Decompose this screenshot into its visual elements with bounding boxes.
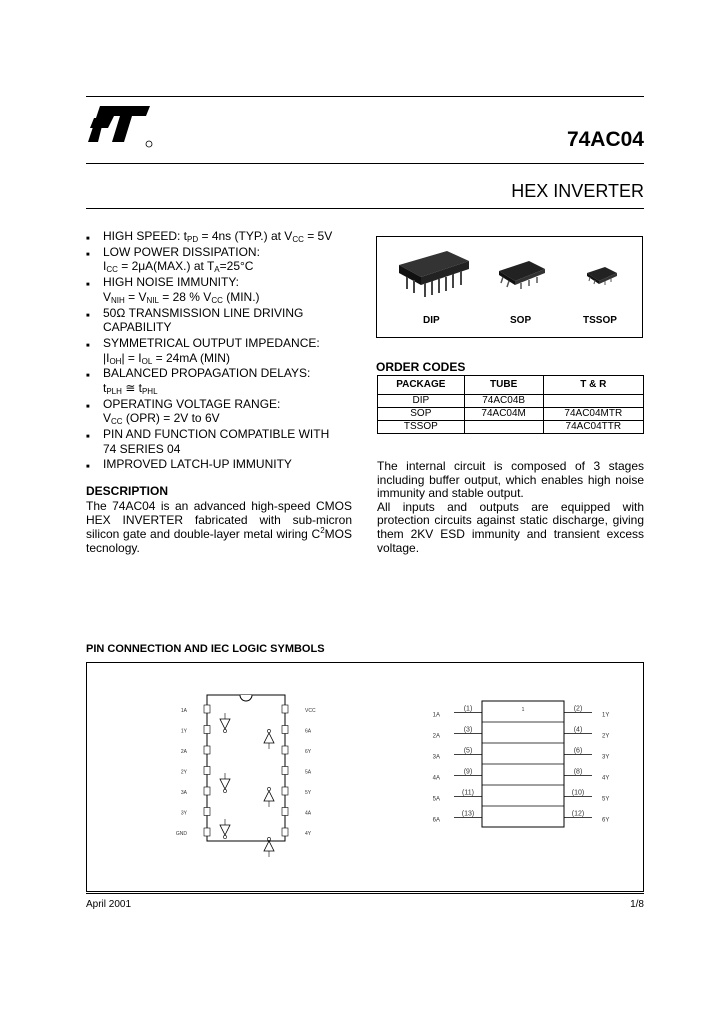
st-logo-icon: [88, 104, 154, 153]
iec-output-label: 3Y: [602, 754, 610, 761]
package-images: [376, 236, 643, 338]
pin-pad: [282, 726, 288, 734]
iec-output-pin: (4): [573, 726, 583, 734]
feature-item: ■ HIGH SPEED: $t_{PD} = 4ns$ (TYP.) at $V_{CC} = 5V$: [80, 229, 370, 244]
feature-item: ■ LOW POWER DISSIPATION: $I_{CC} = 2\mu A(MAX.)$ at $T_A=25^\circ C$: [86, 244, 260, 275]
sop-package-icon: [499, 261, 545, 289]
pin-diagram-box: [86, 662, 644, 892]
iec-input-label: 1A: [432, 712, 440, 719]
feature-list: [80, 229, 370, 473]
pin-label: 2Y: [180, 769, 187, 776]
pin-label: 1Y: [180, 728, 187, 735]
notch: [240, 695, 252, 701]
bullet-icon: ■: [86, 434, 90, 441]
feature-item: ■ IMPROVED LATCH-UP IMMUNITY: [80, 457, 370, 472]
iec-output-pin: (10): [571, 789, 585, 797]
footer-rule: [86, 893, 644, 894]
iec-input-pin: (13): [461, 810, 475, 818]
iec-input-pin: (5): [463, 747, 473, 755]
internal-circuit-text: The internal circuit is composed of 3 stages including buffer output, which enables high noise immunity and stable output. All inputs and outputs are equipped with protection circuits against static discharge, giving them 2KV ESD immunity and transient excess voltage.: [377, 459, 644, 555]
iec-input-pin: (1): [463, 705, 473, 713]
bullet-icon: ■: [86, 373, 90, 380]
col-tube: TUBE: [464, 376, 543, 395]
iec-input-label: 3A: [432, 754, 440, 761]
pin-label: GND: [175, 831, 187, 837]
iec-output-pin: (12): [571, 810, 585, 818]
iec-input-pin: (11): [462, 789, 474, 797]
footer-page: 1/8: [630, 899, 644, 910]
feature-item: ■ SYMMETRICAL OUTPUT IMPEDANCE: $|I_{OH}| = I_{OL} = 24mA$ (MIN): [86, 335, 320, 366]
pin-label: 4A: [305, 810, 312, 817]
title-rule: [86, 163, 644, 164]
footer-date: April 2001: [86, 899, 132, 910]
inverter-5-bubble: [267, 787, 270, 790]
iec-output-label: 2Y: [602, 733, 610, 740]
pin-pad: [282, 746, 288, 754]
pkg-label-dip: DIP: [423, 315, 440, 326]
pin-label: 1A: [180, 708, 187, 714]
iec-input-pin: (9): [463, 768, 473, 776]
dip-body: [207, 695, 285, 841]
iec-output-label: 1Y: [602, 712, 610, 719]
iec-output-label: 4Y: [602, 775, 610, 782]
tssop-package-icon: [587, 267, 617, 285]
pin-pad: [204, 787, 210, 795]
inverter-4-bubble: [267, 837, 270, 840]
iec-output-label: 5Y: [602, 796, 610, 803]
feature-item: ■ 50Ω TRANSMISSION LINE DRIVING CAPABILITY: [86, 305, 304, 335]
top-rule: [86, 96, 644, 97]
part-number: 74AC04: [566, 128, 644, 151]
pkg-label-tssop: TSSOP: [583, 315, 617, 326]
pin-pad: [204, 828, 210, 836]
col-package: PACKAGE: [378, 376, 465, 395]
description-heading: DESCRIPTION: [86, 484, 169, 498]
pin-pad: [282, 767, 288, 775]
pin-pad: [282, 808, 288, 816]
bullet-icon: ■: [86, 312, 90, 319]
feature-item: ■ OPERATING VOLTAGE RANGE: $V_{CC}$ (OPR) = 2V to 6V: [86, 396, 281, 427]
pin-label: 3A: [180, 790, 187, 796]
iec-symbol-label: 1: [521, 707, 525, 713]
pin-section-heading: PIN CONNECTION AND IEC LOGIC SYMBOLS: [86, 643, 325, 655]
pin-label: VCC: [305, 708, 316, 714]
bullet-icon: ■: [86, 342, 90, 349]
inverter-5: [264, 791, 274, 801]
subtitle-rule: [86, 208, 644, 209]
pin-label: 4Y: [305, 831, 312, 837]
order-codes-table: [377, 375, 644, 434]
dip-package-icon: [399, 251, 469, 297]
pin-diagram: [87, 663, 643, 891]
iec-input-label: 6A: [432, 817, 440, 824]
pin-pad: [282, 705, 288, 713]
table-row: SOP 74AC04M 74AC04MTR: [378, 408, 644, 421]
feature-item: ■ BALANCED PROPAGATION DELAYS: $t_{PLH}$ ≅ $t_{PHL}$: [86, 366, 311, 396]
inverter-1-bubble: [223, 729, 226, 732]
iec-output-pin: (8): [573, 768, 583, 776]
inverter-2: [220, 779, 230, 789]
pin-pad: [282, 828, 288, 836]
inverter-4: [264, 841, 274, 851]
pin-pad: [282, 787, 288, 795]
feature-item: ■ PIN AND FUNCTION COMPATIBLE WITH 74 SERIES 04: [86, 427, 330, 456]
inverter-3-bubble: [223, 835, 226, 838]
bullet-icon: ■: [86, 251, 90, 258]
bullet-icon: ■: [86, 403, 90, 410]
iec-input-label: 4A: [432, 775, 440, 782]
pin-pad: [204, 767, 210, 775]
pin-label: 6A: [305, 728, 312, 735]
pin-label: 3Y: [180, 810, 187, 817]
bullet-icon: ■: [86, 282, 90, 289]
pin-pad: [204, 726, 210, 734]
inverter-1: [220, 719, 230, 729]
iec-output-pin: (6): [573, 747, 583, 755]
pin-label: 5A: [305, 769, 312, 776]
pin-pad: [204, 746, 210, 754]
order-codes-heading: ORDER CODES: [376, 360, 466, 374]
iec-input-label: 5A: [432, 796, 440, 803]
iec-input-label: 2A: [432, 733, 440, 740]
inverter-6: [264, 733, 274, 743]
pin-pad: [204, 808, 210, 816]
pkg-label-sop: SOP: [510, 315, 532, 326]
inverter-3: [220, 825, 230, 835]
pin-label: 6Y: [305, 749, 312, 755]
inverter-6-bubble: [267, 729, 270, 732]
iec-output-pin: (2): [573, 705, 583, 713]
iec-output-label: 6Y: [602, 817, 610, 824]
pin-label: 2A: [180, 749, 187, 755]
iec-input-pin: (3): [463, 726, 473, 734]
table-row: DIP 74AC04B: [378, 395, 644, 408]
pin-pad: [204, 705, 210, 713]
feature-item: ■ HIGH NOISE IMMUNITY: $V_{NIH} = V_{NIL} = 28$ % $V_{CC}$ (MIN.): [86, 275, 260, 305]
bullet-icon: ■: [86, 236, 90, 242]
description-text: The 74AC04 is an advanced high-speed CMOS HEX INVERTER fabricated with sub-micron silicon gate and double-layer metal wiring $C^2MOS$ tecnology.: [86, 499, 352, 555]
table-row: TSSOP 74AC04TTR: [378, 421, 644, 434]
bullet-icon: ■: [86, 464, 90, 471]
inverter-2-bubble: [223, 789, 226, 792]
col-tr: T & R: [543, 376, 643, 395]
device-subtitle: HEX INVERTER: [511, 181, 644, 201]
pin-label: 5Y: [305, 790, 312, 796]
